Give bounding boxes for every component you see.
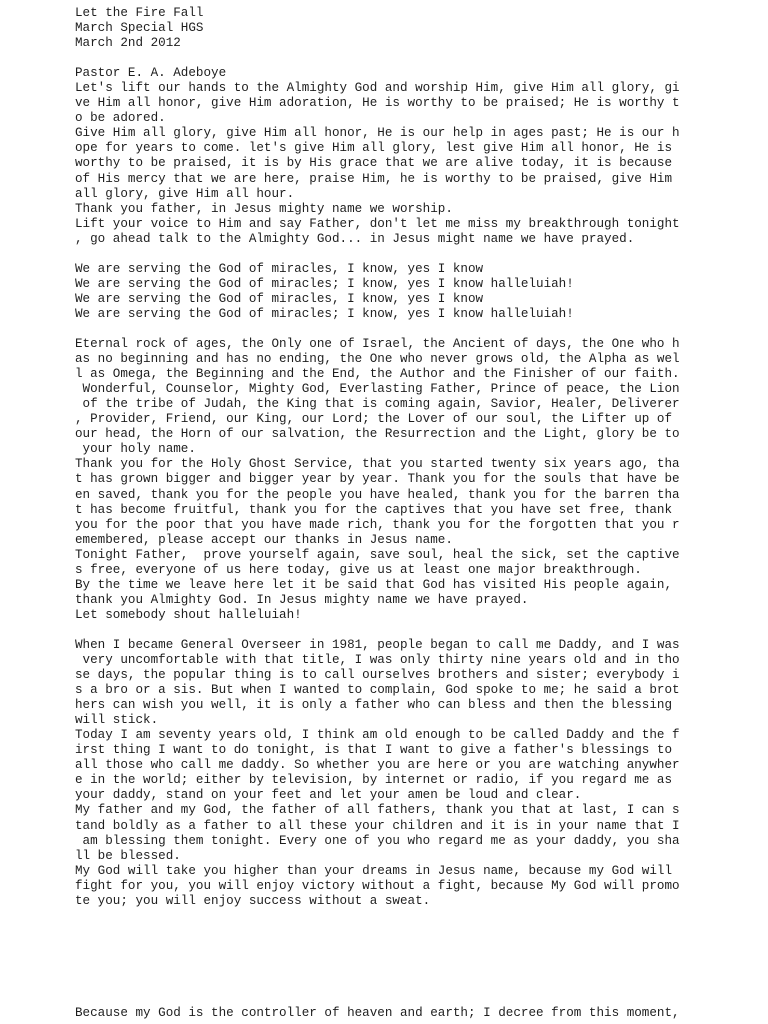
- text-line: Thank you father, in Jesus mighty name we worship.: [75, 201, 453, 216]
- song-line: We are serving the God of miracles, I know, yes I know: [75, 261, 484, 276]
- song-line: We are serving the God of miracles; I know, yes I know halleluiah!: [75, 306, 574, 321]
- text-line: Give Him all glory, give Him all honor, He is our help in ages past; He is our h: [75, 126, 680, 141]
- text-line: My God will take you higher than your dreams in Jesus name, because my God will: [75, 863, 673, 878]
- text-line: Tonight Father, prove yourself again, save soul, heal the sick, set the captive: [75, 547, 680, 562]
- text-line: Today I am seventy years old, I think am old enough to be called Daddy and the f: [75, 728, 680, 743]
- text-line: te you; you will enjoy success without a sweat.: [75, 893, 431, 908]
- text-line: t has become fruitful, thank you for the captives that you have set free, thank: [75, 502, 673, 517]
- blank-line: [75, 247, 755, 262]
- song-lyrics: [75, 262, 755, 322]
- text-line: Wonderful, Counselor, Mighty God, Everlasting Father, Prince of peace, the Lion: [75, 382, 680, 397]
- text-line: se days, the popular thing is to call ourselves brothers and sister; everybody i: [75, 668, 680, 683]
- text-line: t has grown bigger and bigger year by year. Thank you for the souls that have be: [75, 472, 680, 487]
- text-line: s a bro or a sis. But when I wanted to complain, God spoke to me; he said a brot: [75, 683, 680, 698]
- text-line: irst thing I want to do tonight, is that I want to give a father's blessings to: [75, 743, 673, 758]
- text-line: ope for years to come. let's give Him all glory, lest give Him all honor, He is: [75, 141, 673, 156]
- text-line: your holy name.: [75, 442, 196, 457]
- text-line: l as Omega, the Beginning and the End, the Author and the Finisher of our faith.: [75, 367, 680, 382]
- text-line: your daddy, stand on your feet and let your amen be loud and clear.: [75, 788, 582, 803]
- text-line: o be adored.: [75, 111, 166, 126]
- document-title: Let the Fire Fall: [75, 6, 204, 20]
- text-line: worthy to be praised, it is by His grace that we are alive today, it is because: [75, 156, 673, 171]
- blank-line: [75, 51, 755, 66]
- text-line: Let somebody shout halleluiah!: [75, 607, 302, 622]
- text-line: Eternal rock of ages, the Only one of Israel, the Ancient of days, the One who h: [75, 337, 680, 352]
- text-line: hers can wish you well, it is only a father who can bless and then the blessing: [75, 698, 673, 713]
- song-line: We are serving the God of miracles; I know, yes I know halleluiah!: [75, 276, 574, 291]
- text-line: very uncomfortable with that title, I was only thirty nine years old and in tho: [75, 653, 680, 668]
- text-line: as no beginning and has no ending, the One who never grows old, the Alpha as wel: [75, 352, 680, 367]
- opening-prayer: [75, 81, 755, 247]
- event-date: March 2nd 2012: [75, 36, 181, 51]
- text-line: Thank you for the Holy Ghost Service, that you started twenty six years ago, tha: [75, 457, 680, 472]
- speaker-name: Pastor E. A. Adeboye: [75, 66, 227, 81]
- text-line: our head, the Horn of our salvation, the Resurrection and the Light, glory be to: [75, 427, 680, 442]
- text-line: of the tribe of Judah, the King that is coming again, Savior, Healer, Deliverer: [75, 397, 680, 412]
- blank-line: [75, 322, 755, 337]
- text-line: en saved, thank you for the people you have healed, thank you for the barren tha: [75, 487, 680, 502]
- text-line: Lift your voice to Him and say Father, don't let me miss my breakthrough tonight: [75, 216, 680, 231]
- text-line: s free, everyone of us here today, give us at least one major breakthrough.: [75, 562, 642, 577]
- text-line: am blessing them tonight. Every one of you who regard me as your daddy, you sha: [75, 833, 680, 848]
- document-page: [75, 6, 755, 909]
- text-line: By the time we leave here let it be said that God has visited His people again,: [75, 577, 673, 592]
- page-bottom-line: Because my God is the controller of heaven and earth; I decree from this moment,: [75, 1006, 680, 1020]
- blessing-section: [75, 638, 755, 909]
- text-line: emembered, please accept our thanks in Jesus name.: [75, 532, 453, 547]
- text-line: When I became General Overseer in 1981, people began to call me Daddy, and I was: [75, 637, 680, 652]
- text-line: thank you Almighty God. In Jesus mighty name we have prayed.: [75, 592, 529, 607]
- text-line: fight for you, you will enjoy victory without a fight, because My God will promo: [75, 878, 680, 893]
- text-line: , go ahead talk to the Almighty God... in Jesus might name we have prayed.: [75, 231, 635, 246]
- event-name: March Special HGS: [75, 21, 204, 36]
- text-line: , Provider, Friend, our King, our Lord; the Lover of our soul, the Lifter up of: [75, 412, 673, 427]
- text-line: ve Him all honor, give Him adoration, He is worthy to be praised; He is worthy t: [75, 96, 680, 111]
- text-line: all glory, give Him all hour.: [75, 186, 295, 201]
- text-line: tand boldly as a father to all these your children and it is in your name that I: [75, 818, 680, 833]
- text-line: of His mercy that we are here, praise Him, he is worthy to be praised, give Him: [75, 171, 673, 186]
- text-line: will stick.: [75, 713, 159, 728]
- blank-line: [75, 623, 755, 638]
- text-line: My father and my God, the father of all fathers, thank you that at last, I can s: [75, 803, 680, 818]
- text-line: ll be blessed.: [75, 848, 181, 863]
- text-line: e in the world; either by television, by internet or radio, if you regard me as: [75, 773, 673, 788]
- text-line: Let's lift our hands to the Almighty God and worship Him, give Him all glory, gi: [75, 81, 680, 96]
- thanksgiving-prayer: [75, 337, 755, 623]
- text-line: all those who call me daddy. So whether you are here or you are watching anywher: [75, 758, 680, 773]
- text-line: you for the poor that you have made rich, thank you for the forgotten that you r: [75, 517, 680, 532]
- song-line: We are serving the God of miracles, I know, yes I know: [75, 291, 484, 306]
